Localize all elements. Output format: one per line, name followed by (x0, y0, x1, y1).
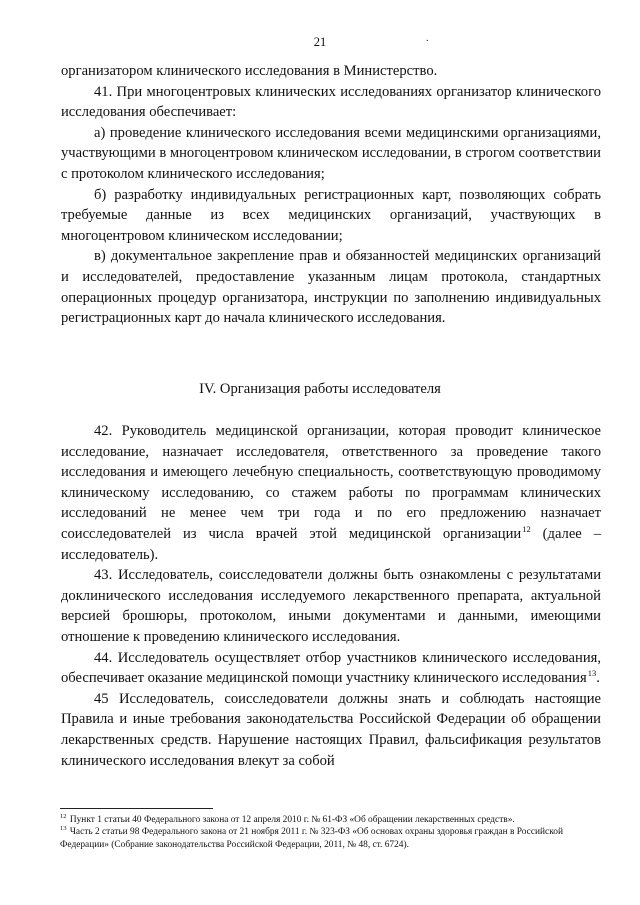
paragraph-41-a: а) проведение клинического исследования всеми медицинскими организациями, участвующими в многоцентровом клиническом исследовании, в строгом соответствии с протоколом клинического исследования; (61, 124, 601, 182)
footnotes (60, 814, 605, 851)
paragraph-41: 41. При многоцентровых клинических исследованиях организатор клинического исследования обеспечивает: (61, 83, 601, 121)
text-block-before-section (61, 61, 601, 329)
paragraph-44-end: . (596, 670, 600, 687)
footnote-ref-13: 13 (587, 668, 597, 679)
paragraph-continuation: организатором клинического исследования в Министерство. (61, 63, 438, 79)
paragraph-44 (61, 648, 601, 689)
footnote-divider (60, 808, 213, 809)
paragraph-42-tail: (далее – исследователь). (61, 525, 601, 563)
paragraph-41-v: в) документальное закрепление прав и обязанностей медицинских организаций и исследователей, предоставление указанным лицам протокола, стандартных операционных процедур организатора, инструкции по заполнению индивидуальных регистрационных карт до начала клинического исследования. (61, 248, 601, 327)
paragraph-43: 43. Исследователь, соисследователи должны быть ознакомлены с результатами доклинического исследования исследуемого лекарственного препарата, актуальной версией брошюры, протоколом, иными документами и данными, имеющими отношение к проведению клинического исследования. (61, 567, 601, 645)
footnote-12-text: Пункт 1 статьи 40 Федерального закона от 12 апреля 2010 г. № 61-ФЗ «Об обращении лекарственных средств». (69, 815, 515, 825)
footnote-13-text: Часть 2 статьи 98 Федерального закона от 21 ноября 2011 г. № 323-ФЗ «Об основах охраны здоровья граждан в Российской Федерации» (Собрание законодательства Российской Федерации, 2011, № 48, ст. 6724). (60, 827, 563, 850)
section-heading: IV. Организация работы исследователя (199, 381, 441, 397)
paragraph-44-text: 44. Исследователь осуществляет отбор участников клинического исследования, обеспечивает оказание медицинской помощи участнику клинического исследования (61, 649, 601, 687)
paragraph-45: 45 Исследователь, соисследователи должны знать и соблюдать настоящие Правила и иные требования законодательства Российской Федерации об обращении лекарственных средств. Нарушение настоящих Правил, фальсификация результатов клинического исследования влекут за собой (61, 690, 601, 769)
footnote-ref-12: 12 (522, 523, 531, 534)
scan-mark: . (426, 33, 429, 44)
text-block-section-iv (61, 421, 601, 771)
footnote-12 (60, 814, 605, 826)
paragraph-42-text: 42. Руководитель медицинской организации, которая проводит клиническое исследование, назначает исследователя, ответственного за проведение такого исследования и имеющего лечебную специальность, соответствующую проводимому клиническому исследованию, со стажем работы по программам клинических исследований не менее чем три года и по его предложению назначает соисследователей из числа врачей этой медицинской организации (61, 423, 601, 542)
paragraph-41-b: б) разработку индивидуальных регистрационных карт, позволяющих собрать требуемые данные из всех медицинских организаций, участвующих в многоцентровом клиническом исследовании; (61, 186, 601, 244)
footnote-13 (60, 826, 605, 851)
footnote-13-number: 13 (60, 825, 67, 833)
page-number: 21 (313, 35, 327, 49)
footnote-12-number: 12 (60, 813, 67, 820)
paragraph-42 (61, 421, 601, 565)
